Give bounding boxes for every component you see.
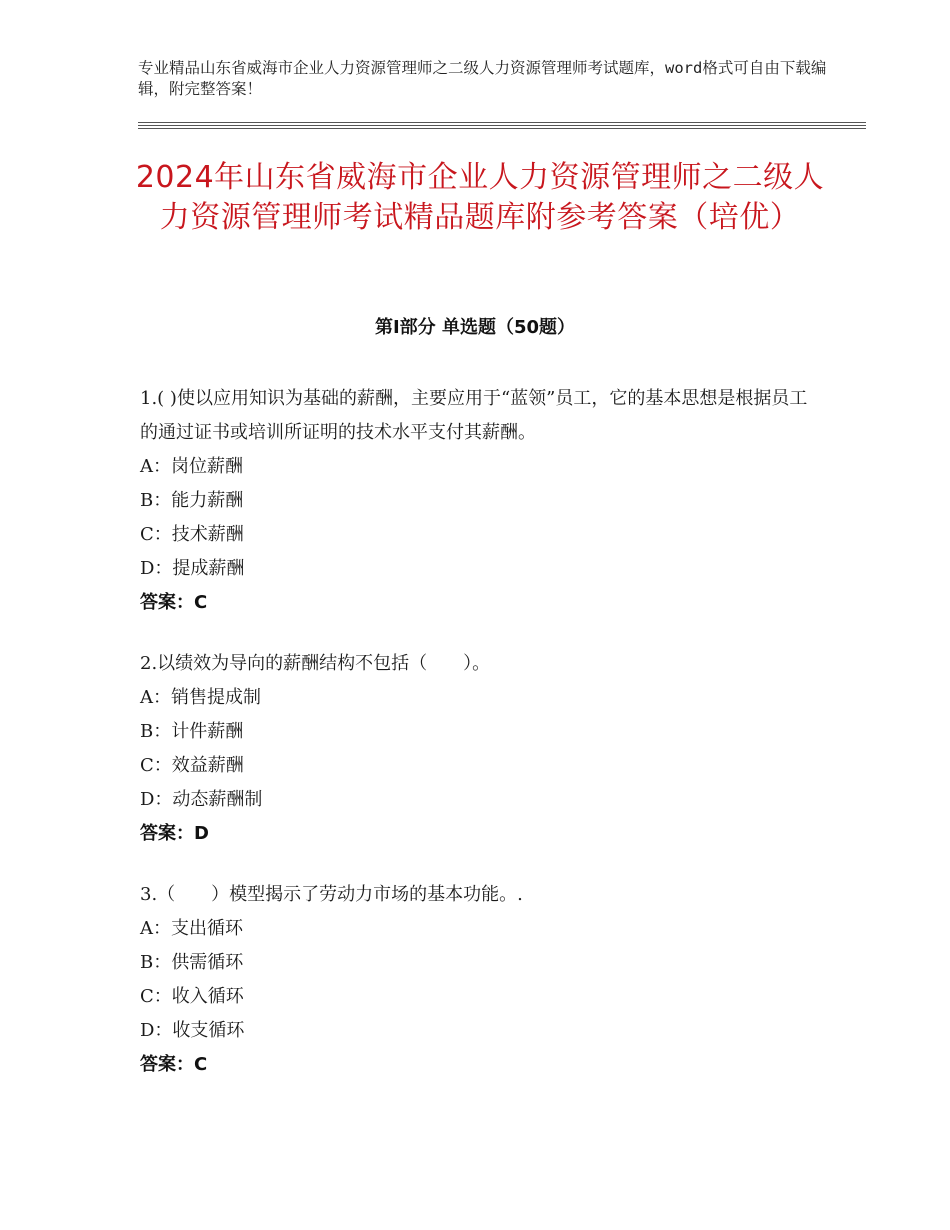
- option-d: D：提成薪酬: [140, 558, 245, 579]
- header-divider: [138, 128, 866, 129]
- question-stem: 1.( )使以应用知识为基础的薪酬，主要应用于“蓝领”员工，它的基本思想是根据员工的通过证书或培训所证明的技术水平支付其薪酬。: [140, 388, 808, 443]
- option-d: D：动态薪酬制: [140, 789, 263, 810]
- option-b: B：供需循环: [140, 952, 244, 973]
- section-title: 第Ⅰ部分 单选题（50题）: [374, 317, 575, 338]
- option-b: B：计件薪酬: [140, 721, 244, 742]
- question-1: [140, 382, 810, 620]
- option-a: A：销售提成制: [140, 687, 261, 708]
- option-d: D：收支循环: [140, 1020, 245, 1041]
- answer: 答案：C: [140, 1054, 208, 1075]
- option-a: A：支出循环: [140, 918, 243, 939]
- question-stem: 3.（ ）模型揭示了劳动力市场的基本功能。.: [140, 884, 523, 905]
- header-divider: [138, 125, 866, 126]
- header-note: 专业精品山东省威海市企业人力资源管理师之二级人力资源管理师考试题库，word格式可自由下载编辑，附完整答案！: [138, 59, 827, 98]
- option-c: C：收入循环: [140, 986, 244, 1007]
- header-divider: [138, 122, 866, 123]
- option-b: B：能力薪酬: [140, 490, 244, 511]
- question-list: [140, 382, 810, 1109]
- document-title: 2024年山东省威海市企业人力资源管理师之二级人力资源管理师考试精品题库附参考答案（培优）: [135, 160, 825, 235]
- answer: 答案：D: [140, 823, 209, 844]
- question-3: [140, 878, 810, 1082]
- option-a: A：岗位薪酬: [140, 456, 243, 477]
- option-c: C：技术薪酬: [140, 524, 244, 545]
- answer: 答案：C: [140, 592, 208, 613]
- question-stem: 2.以绩效为导向的薪酬结构不包括（ ）。: [140, 653, 491, 674]
- question-2: [140, 647, 810, 851]
- option-c: C：效益薪酬: [140, 755, 244, 776]
